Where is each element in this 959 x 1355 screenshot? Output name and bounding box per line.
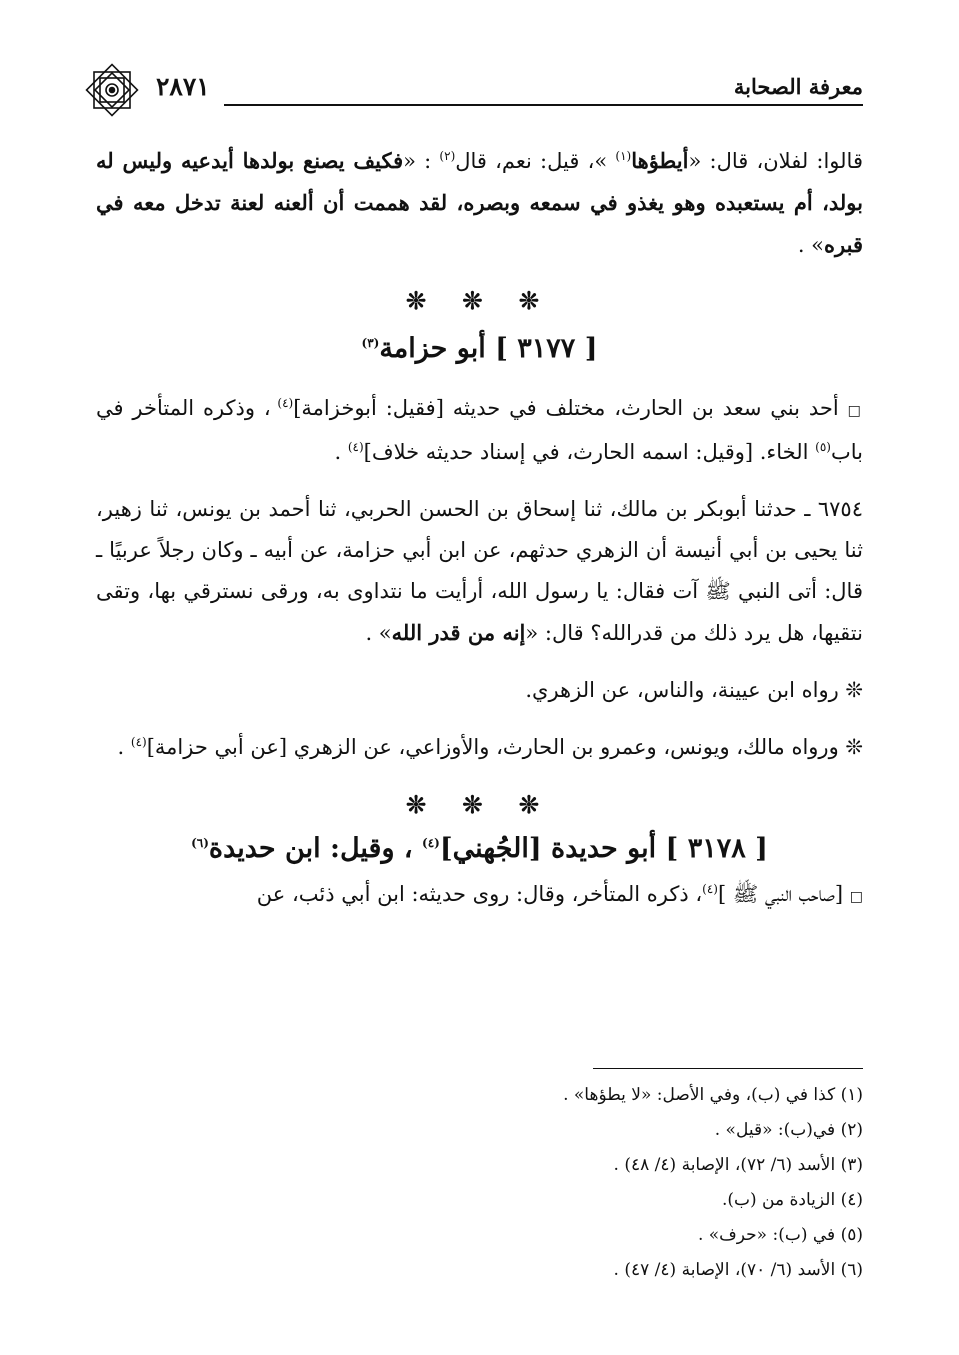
header-rule <box>224 104 863 106</box>
footnote-ref: (٤) <box>277 396 294 410</box>
footnote-ref: (٤) <box>130 735 147 749</box>
footnote-item: (٦) الأسد (٦/ ٧٠)، الإصابة (٤/ ٤٧) . <box>613 1260 863 1280</box>
heading-text: [ ٣١٧٨ ] أبو حديدة [الجُهني] <box>439 833 768 864</box>
text-run: ٦٧٥٤ ـ حدثنا أبوبكر بن مالك، ثنا إسحاق بن الحسن الحربي، ثنا أحمد بن يونس، ثنا زهير، ثنا يحيى بن أبي أنيسة أن الزهري حدثهم، عن ابن أبي حزامة، عن أبيه ـ وكان رجلاً عربيًا ـ قال: أتى النبي ﷺ آت فقال: يا رسول الله، أرأيت ما نتداوى به، ورقى نسترقي بها، وتقى نتقيها، هل يرد ذلك من قدرالله؟ قال: « <box>96 497 863 645</box>
text-run: قالوا: لفلان، قال: « <box>688 149 863 173</box>
text-run: أحد بني سعد بن الحارث، مختلف في حديثه [فقيل: أبوخزامة] <box>293 396 848 420</box>
hadith-quote: أيطؤها <box>631 148 689 173</box>
footnote-item: (٣) الأسد (٦/ ٧٢)، الإصابة (٤/ ٤٨) . <box>613 1155 863 1175</box>
entry-heading <box>96 333 863 364</box>
footnote-ref: (٢) <box>439 149 456 163</box>
entry-heading <box>96 833 863 864</box>
section-separator: ❊ ❊ ❊ <box>405 790 554 819</box>
heading-text: [ ٣١٧٧ ] أبو حزامة <box>379 333 598 364</box>
text-run: . <box>334 440 348 464</box>
footnote-item: (٢) في(ب): «قيل» . <box>714 1120 863 1140</box>
footnote-item: (١) كذا في (ب)، وفي الأصل: «لا يطؤها» . <box>563 1085 863 1105</box>
text-run: [صاحب النبي ﷺ ] <box>717 882 850 906</box>
page-header <box>84 60 863 116</box>
opening-paragraph <box>96 140 863 266</box>
heading-text: ، وقيل: ابن حديدة <box>208 833 423 864</box>
footnote-ref: (٥) <box>815 440 831 454</box>
footnote-item: (٤) الزيادة من (ب). <box>721 1190 863 1210</box>
text-run: ، ذكره المتأخر، وقال: روى حديثه: ابن أبي ذئب، عن <box>256 882 703 906</box>
page-number: ٢٨٧١ <box>156 72 210 101</box>
section-separator: ❊ ❊ ❊ <box>405 286 554 315</box>
text-run: الخاء. [وقيل: اسمه الحارث، في إسناد حديثه خلاف] <box>363 440 816 464</box>
narration-note <box>96 727 863 768</box>
text-run: » . <box>797 233 825 257</box>
text-run: » . <box>365 621 392 645</box>
square-marker-icon: □ <box>847 403 864 419</box>
hadith-paragraph <box>96 489 863 654</box>
footnote-ref: (٣) <box>361 336 380 350</box>
book-title: معرفة الصحابة <box>733 74 863 99</box>
octagram-ornament-icon <box>84 62 140 118</box>
footnotes-list <box>96 1078 863 1288</box>
text-run: . <box>117 735 131 759</box>
footnote-ref: (١) <box>615 149 632 163</box>
hadith-quote: إنه من قدر الله <box>391 620 526 645</box>
hadith-quote: فكيف يصنع بولدها أيدعيه وليس له بولد، أم يستعبده وهو يغذو في سمعه وبصره، لقد هممت أن ألعنه لعنة تدخل معه في قبره <box>96 148 863 257</box>
entry-intro <box>96 874 863 918</box>
footnote-item: (٥) في (ب): «حرف» . <box>697 1225 863 1245</box>
narration-note: ❊ رواه ابن عيينة، والناس، عن الزهري. <box>525 678 863 702</box>
footnote-ref: (٤) <box>347 440 364 454</box>
text-run: »، قيل: نعم، قال <box>455 149 616 173</box>
footnote-ref: (٤) <box>422 836 440 850</box>
text-run: ❊ ورواه مالك، ويونس، وعمرو بن الحارث، والأوزاعي، عن الزهري [عن أبي حزامة] <box>146 735 863 759</box>
entry-intro <box>96 388 863 473</box>
page-content <box>96 140 863 918</box>
text-run: ، وذكره المتأخر في باب <box>96 396 863 464</box>
footnote-ref: (٦) <box>191 836 209 850</box>
footnote-ref: (٤) <box>702 882 718 896</box>
square-marker-icon: □ <box>849 889 863 905</box>
text-run: : « <box>403 149 440 173</box>
footnote-rule <box>593 1068 863 1069</box>
